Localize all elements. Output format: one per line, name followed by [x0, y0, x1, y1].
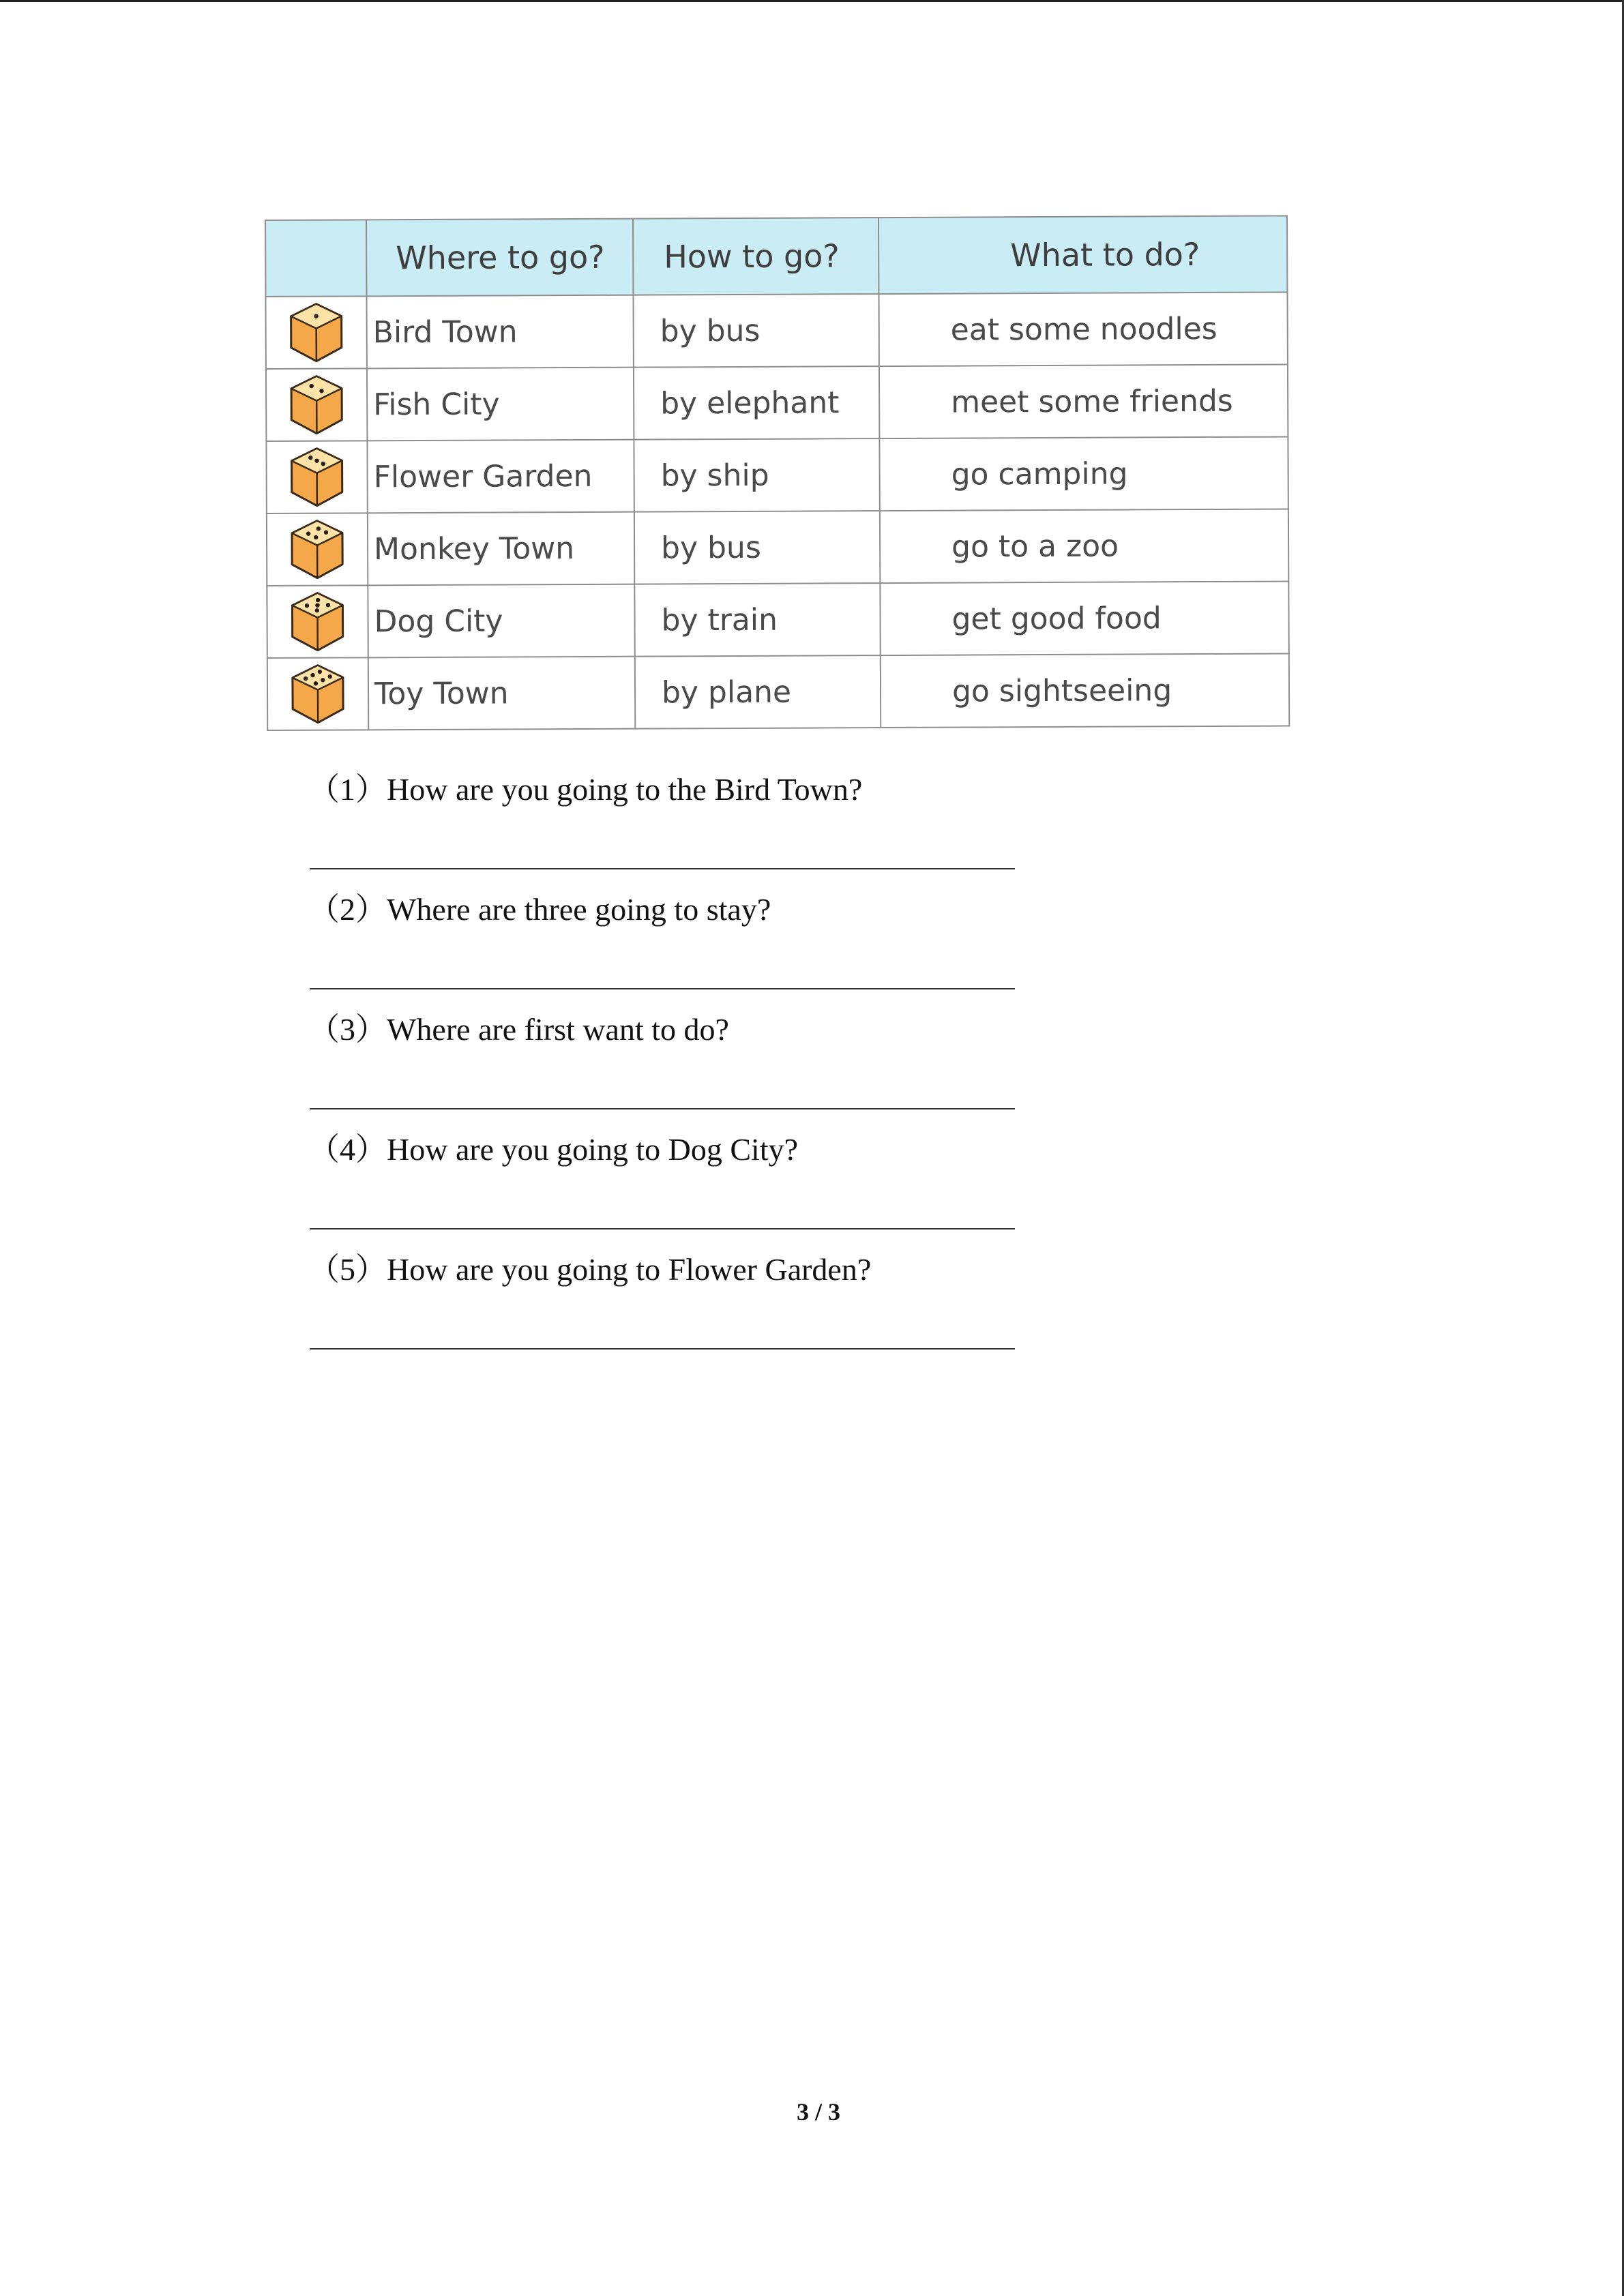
question-item: [308, 1004, 1024, 1124]
table-row: [266, 436, 1288, 513]
die-cell: [265, 296, 366, 369]
header-icon-cell: [265, 220, 366, 297]
how-cell: by train: [634, 583, 880, 657]
how-cell: by plane: [635, 655, 881, 729]
answer-line[interactable]: [310, 988, 1015, 989]
where-cell: Monkey Town: [368, 512, 634, 586]
top-border: [0, 0, 1624, 2]
table-row: [265, 292, 1287, 369]
what-cell: meet some friends: [879, 364, 1288, 438]
header-where: Where to go?: [366, 219, 633, 297]
question-list: [308, 764, 1024, 1364]
what-cell: go camping: [879, 436, 1288, 511]
where-cell: Fish City: [367, 368, 634, 441]
how-cell: by ship: [634, 438, 879, 512]
header-what: What to do?: [879, 215, 1287, 294]
what-cell: eat some noodles: [879, 292, 1287, 366]
question-text: [308, 1244, 871, 1296]
where-cell: Toy Town: [368, 657, 635, 730]
question-text: [308, 1004, 729, 1056]
how-cell: by bus: [634, 511, 880, 584]
what-cell: go to a zoo: [880, 509, 1288, 583]
die-face-1-icon: [287, 301, 346, 363]
die-face-5-icon: [288, 590, 346, 653]
travel-plan-table: [265, 215, 1290, 731]
question-number: （1）: [308, 772, 387, 807]
question-item: [308, 764, 1024, 884]
answer-line[interactable]: [310, 1348, 1015, 1350]
question-number: （5）: [308, 1252, 387, 1287]
question-prompt: How are you going to the Bird Town?: [387, 772, 863, 807]
answer-line[interactable]: [310, 1228, 1015, 1229]
question-number: （3）: [308, 1012, 387, 1047]
question-prompt: Where are three going to stay?: [387, 892, 771, 927]
die-face-6-icon: [289, 662, 347, 725]
question-item: [308, 1244, 1024, 1364]
question-prompt: How are you going to Dog City?: [387, 1132, 799, 1167]
question-item: [308, 1124, 1024, 1244]
page-number: 3 / 3: [796, 2098, 840, 2126]
how-cell: by bus: [633, 294, 879, 368]
table-row: [267, 581, 1288, 658]
how-cell: by elephant: [634, 366, 879, 440]
question-number: （2）: [308, 892, 387, 927]
die-cell: [267, 657, 368, 730]
answer-line[interactable]: [310, 868, 1015, 869]
question-text: [308, 764, 862, 816]
die-cell: [267, 513, 368, 586]
table-header-row: [265, 215, 1287, 297]
answer-line[interactable]: [310, 1108, 1015, 1109]
die-cell: [267, 585, 368, 658]
question-prompt: How are you going to Flower Garden?: [387, 1252, 872, 1287]
question-item: [308, 884, 1024, 1004]
die-cell: [266, 441, 367, 513]
what-cell: go sightseeing: [881, 653, 1289, 728]
question-text: [308, 1124, 798, 1176]
question-prompt: Where are first want to do?: [387, 1012, 729, 1047]
what-cell: get good food: [880, 581, 1288, 655]
table-row: [266, 364, 1288, 441]
table-row: [267, 509, 1288, 586]
die-face-3-icon: [287, 445, 346, 508]
question-text: [308, 884, 771, 936]
die-cell: [266, 368, 367, 441]
die-face-4-icon: [288, 518, 346, 580]
where-cell: Flower Garden: [367, 440, 634, 513]
where-cell: Dog City: [368, 584, 634, 658]
where-cell: Bird Town: [366, 295, 633, 369]
table-row: [267, 653, 1289, 730]
question-number: （4）: [308, 1132, 387, 1167]
header-how: How to go?: [633, 218, 879, 295]
die-face-2-icon: [287, 373, 346, 436]
